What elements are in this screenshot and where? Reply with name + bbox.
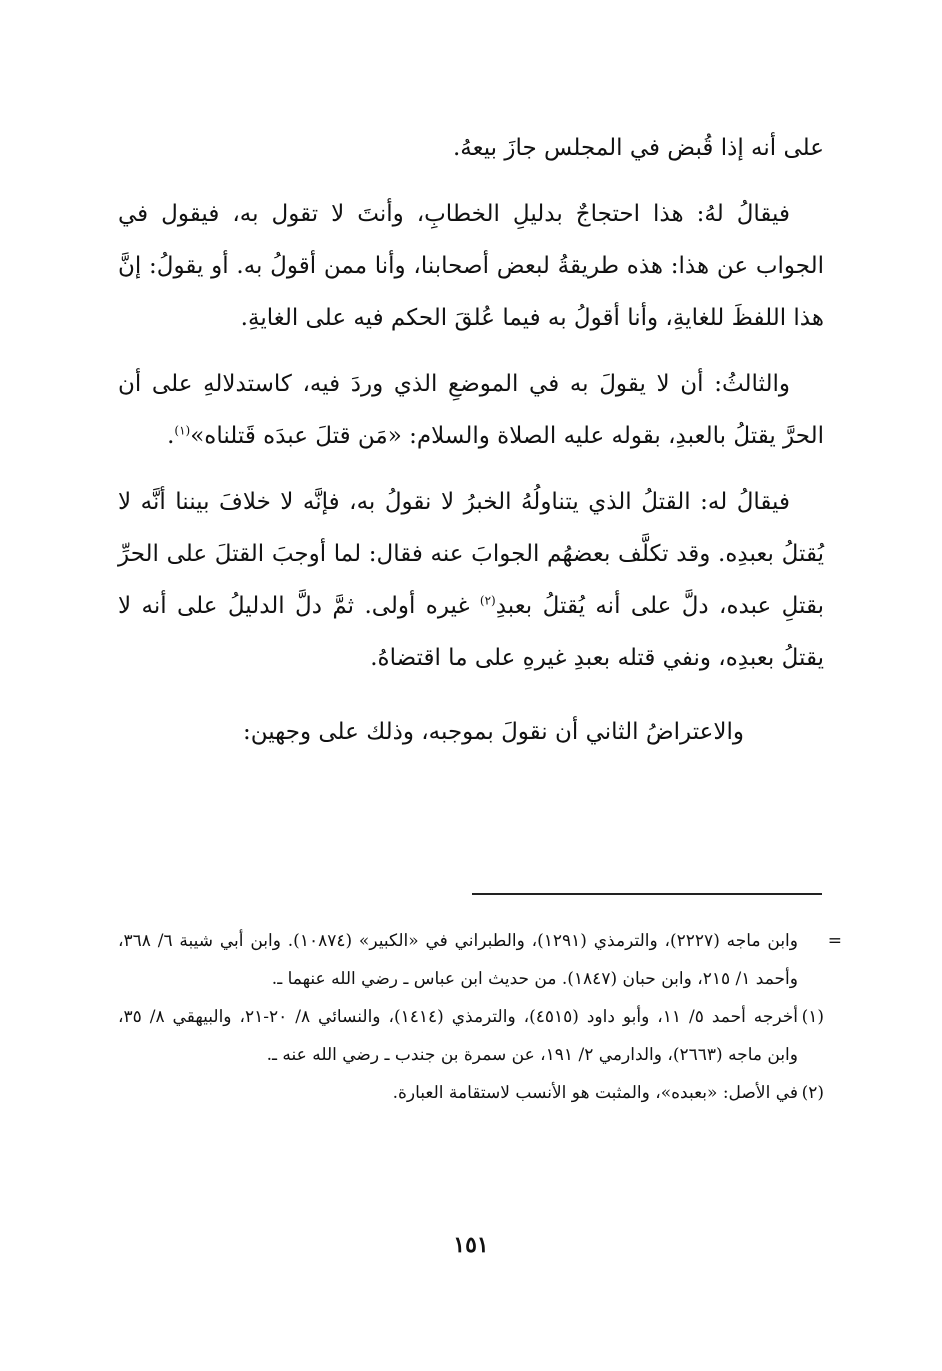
main-text <box>118 122 824 758</box>
paragraph-5-text: والاعتراضُ الثاني أن نقولَ بموجبه، وذلك على وجهين: <box>242 719 744 745</box>
footnote-separator <box>472 893 822 895</box>
paragraph-3-text: والثالثُ: أن لا يقولَ به في الموضعِ الذي وردَ فيه، كاستدلالهِ على أن الحرَّ يقتلُ بالعبدِ، بقوله عليه الصلاة والسلام: «مَن قتلَ عبدَه قَتلناه» <box>118 371 824 449</box>
paragraph-1-text: على أنه إذا قُبض في المجلس جازَ بيعهُ. <box>453 135 824 161</box>
continuation-marker: = <box>827 931 842 951</box>
footnote-ref-1[interactable]: (١) <box>174 423 191 438</box>
footnote-2-text: في الأصل: «بعبده»، والمثبت هو الأنسب لاستقامة العبارة. <box>392 1083 798 1103</box>
footnote-1 <box>118 998 824 1074</box>
paragraph-4-text-after: غيره أولى. ثمَّ دلَّ الدليلُ على أنه لا يقتلُ بعبدِه، ونفي قتله بعبدِ غيرهِ على ما اقتضاهُ. <box>118 593 824 671</box>
footnotes <box>118 922 842 1112</box>
paragraph-4 <box>118 476 824 684</box>
paragraph-3-suffix: . <box>167 423 175 449</box>
footnote-2 <box>118 1074 824 1112</box>
paragraph-4-text-before: فيقالُ له: القتلُ الذي يتناولُهُ الخبرُ لا نقولُ به، فإنَّه لا خلافَ بيننا أنَّه لا يُقتلُ بعبدِه. وقد تكلَّف بعضهُم الجوابَ عنه فقال: لما أوجبَ القتلَ على الحرِّ بقتلِ عبده، دلَّ على أنه يُقتلُ بعبدِ <box>118 489 824 619</box>
footnote-2-marker: (٢) <box>801 1083 824 1103</box>
paragraph-5 <box>118 706 824 758</box>
footnote-continuation <box>118 922 842 998</box>
footnote-1-marker: (١) <box>801 1007 824 1027</box>
footnote-ref-2[interactable]: (٢) <box>479 593 496 608</box>
paragraph-2 <box>118 188 824 344</box>
paragraph-3 <box>118 358 824 462</box>
footnote-1-text: أخرجه أحمد ٥/ ١١، وأبو داود (٤٥١٥)، والترمذي (١٤١٤)، والنسائي ٨/ ٢٠-٢١، والبيهقي ٨/ ٣٥، وابن ماجه (٢٦٦٣)، والدارمي ٢/ ١٩١، عن سمرة بن جندب ـ رضي الله عنه ـ. <box>118 1007 798 1065</box>
footnote-continuation-text: وابن ماجه (٢٢٢٧)، والترمذي (١٢٩١)، والطبراني في «الكبير» (١٠٨٧٤). وابن أبي شيبة ٦/ ٣٦٨، وأحمد ١/ ٢١٥، وابن حبان (١٨٤٧). من حديث ابن عباس ـ رضي الله عنهما ـ. <box>118 931 798 989</box>
paragraph-1 <box>118 122 824 174</box>
paragraph-2-text: فيقالُ لهُ: هذا احتجاجٌ بدليلِ الخطابِ، وأنتَ لا تقول به، فيقول في الجواب عن هذا: هذه طريقةُ لبعض أصحابنا، وأنا ممن أقولُ به. أو يقولُ: إنَّ هذا اللفظَ للغايةِ، وأنا أقولُ به فيما عُلقَ الحكم فيه على الغايةِ. <box>118 201 824 331</box>
page-number: ١٥١ <box>453 1232 489 1258</box>
